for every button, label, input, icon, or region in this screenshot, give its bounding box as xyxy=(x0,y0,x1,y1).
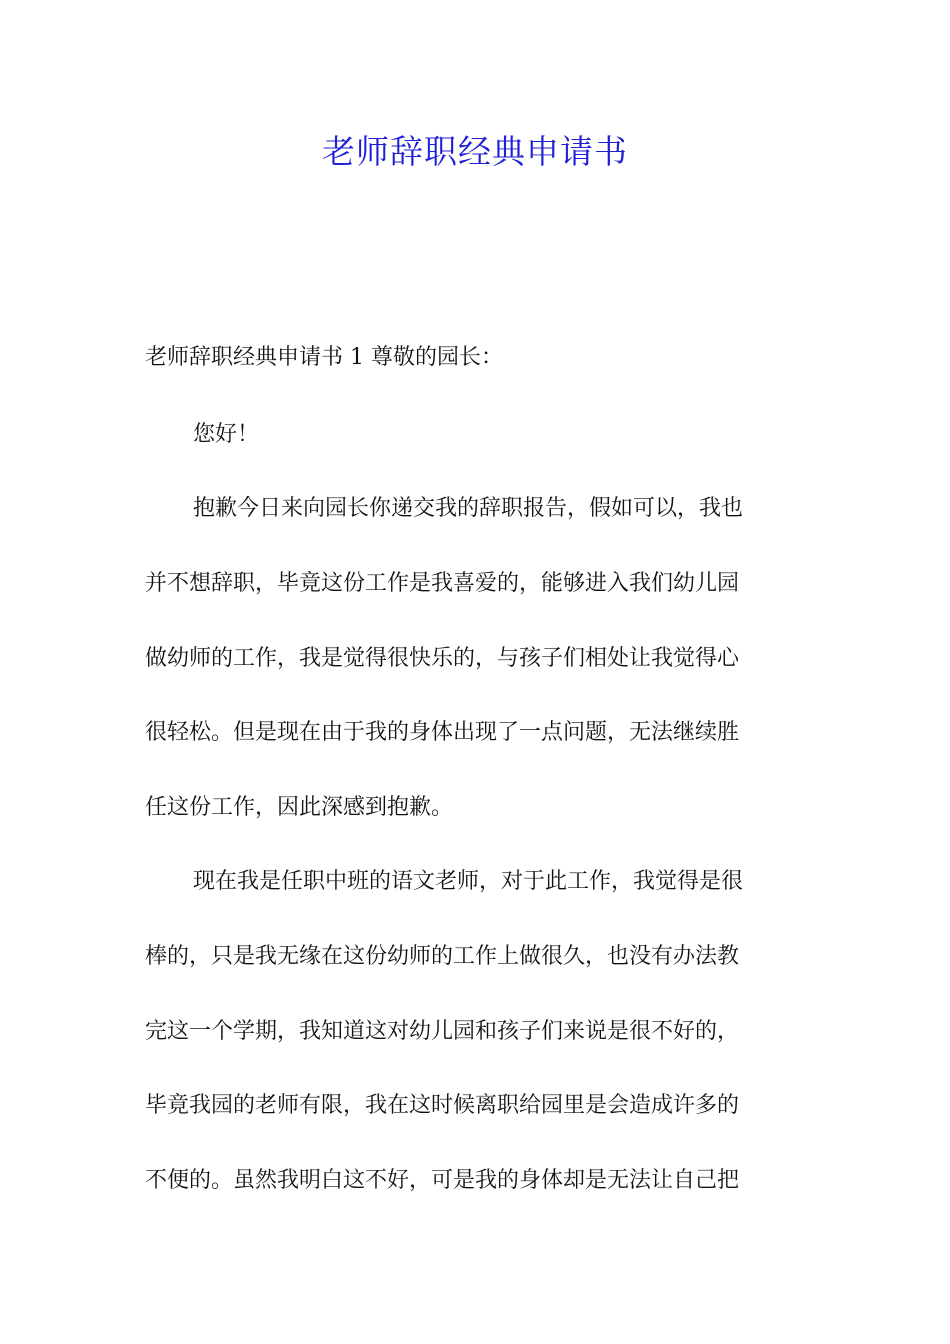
salutation-line: 老师辞职经典申请书 1 尊敬的园长： xyxy=(145,345,503,370)
greeting-line: 您好！ xyxy=(193,422,260,447)
paragraph-1-line-3: 做幼师的工作，我是觉得很快乐的，与孩子们相处让我觉得心 xyxy=(145,646,740,671)
document-title: 老师辞职经典申请书 xyxy=(322,132,628,171)
paragraph-1-line-5: 任这份工作，因此深感到抱歉。 xyxy=(145,795,454,820)
paragraph-2-line-5: 不便的。虽然我明白这不好，可是我的身体却是无法让自己把 xyxy=(145,1168,740,1193)
paragraph-1-line-1: 抱歉今日来向园长你递交我的辞职报告，假如可以，我也 xyxy=(193,496,744,521)
paragraph-2-line-1: 现在我是任职中班的语文老师，对于此工作，我觉得是很 xyxy=(193,869,744,894)
paragraph-1-line-2: 并不想辞职，毕竟这份工作是我喜爱的，能够进入我们幼儿园 xyxy=(145,571,740,596)
paragraph-2-line-3: 完这一个学期，我知道这对幼儿园和孩子们来说是很不好的， xyxy=(145,1019,740,1044)
paragraph-1-line-4: 很轻松。但是现在由于我的身体出现了一点问题，无法继续胜 xyxy=(145,720,740,745)
paragraph-2-line-4: 毕竟我园的老师有限，我在这时候离职给园里是会造成许多的 xyxy=(145,1093,740,1118)
paragraph-2-line-2: 棒的，只是我无缘在这份幼师的工作上做很久，也没有办法教 xyxy=(145,944,740,969)
